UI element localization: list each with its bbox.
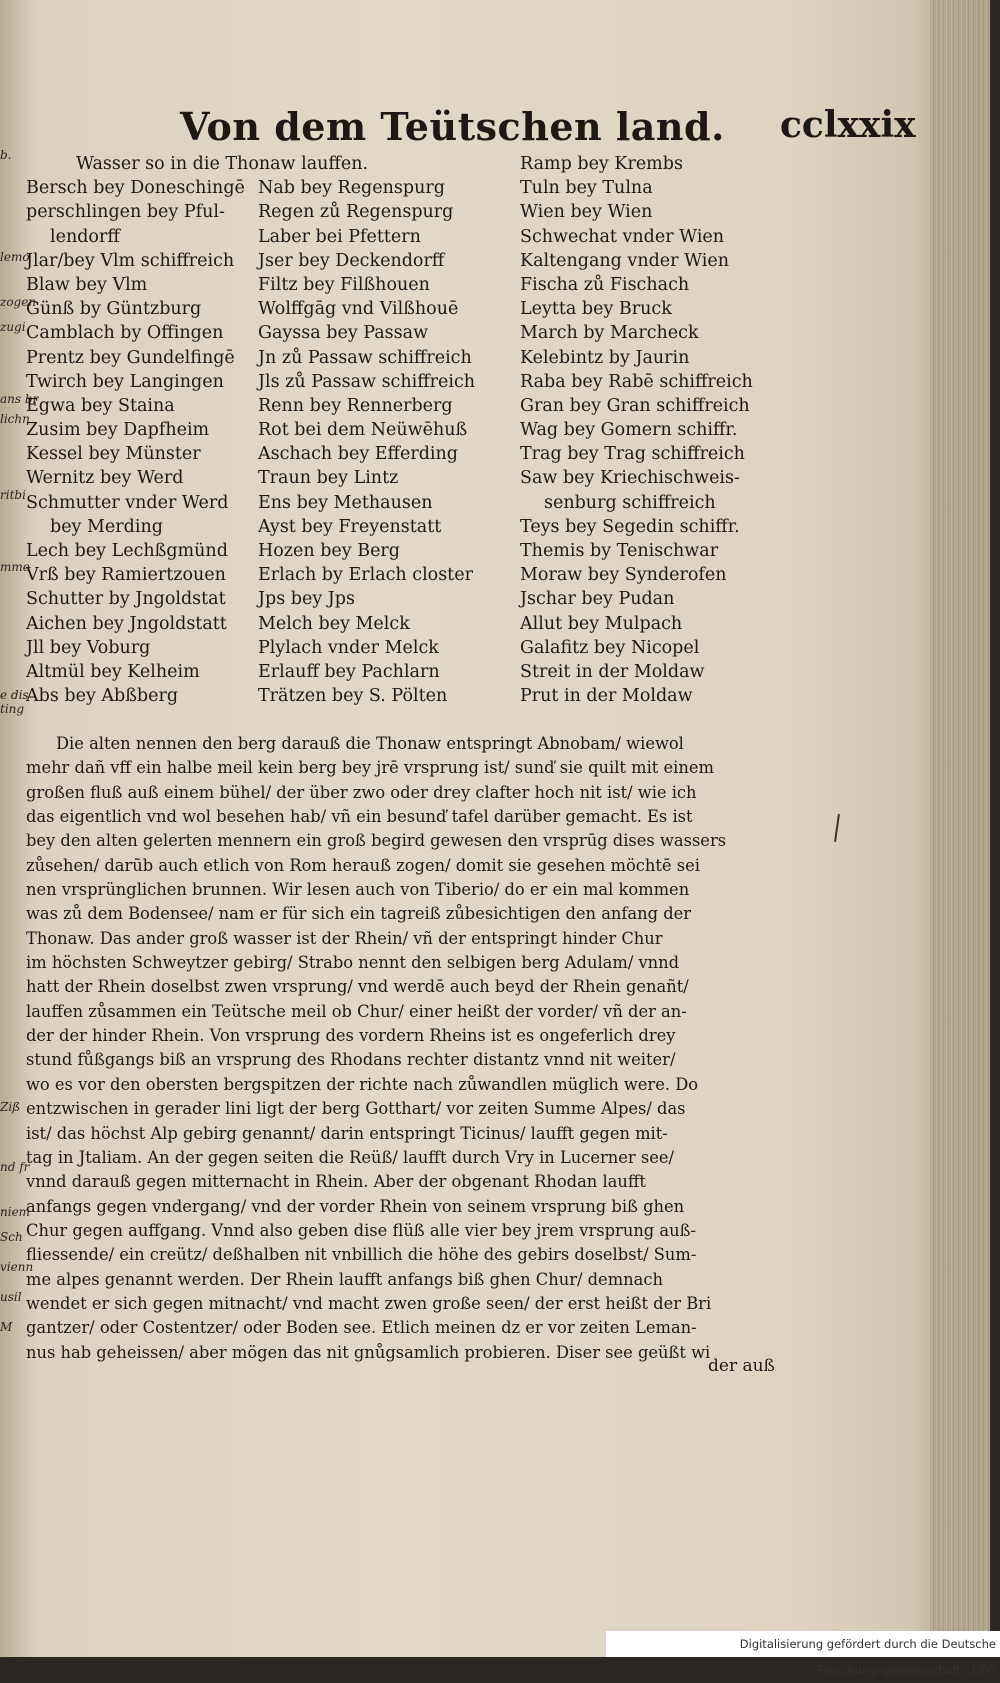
dfg-footer: Digitalisierung gefördert durch die Deutsche Forschungsgemeinschaft · DFG — [606, 1631, 1000, 1657]
text-line: wo es vor den obersten bergspitzen der richte nach zůwandlen müglich were. Do — [26, 1074, 699, 1094]
river-list-right — [520, 152, 790, 708]
river-entry: Jlar/bey Vlm schiffreich — [26, 250, 235, 271]
text-line: nus hab geheissen/ aber mögen das nit gnůgsamlich probieren. Diser see geüßt wi — [26, 1342, 711, 1362]
river-entry: Leytta bey Bruck — [520, 299, 672, 320]
text-line: zůsehen/ darūb auch etlich von Rom herauß zogen/ domit sie gesehen möchtē sei — [26, 855, 700, 875]
river-entry: Camblach by Offingen — [26, 323, 224, 344]
river-entry: Jschar bey Pudan — [520, 589, 675, 610]
text-line: fliessende/ ein creütz/ deßhalben nit vnbillich die höhe des gebirs doselbst/ Sum- — [26, 1245, 697, 1265]
river-entry: Schwechat vnder Wien — [520, 226, 725, 247]
margin-note: zogen — [0, 295, 37, 309]
text-line: lauffen zůsammen ein Teütsche meil ob Chur/ einer heißt der vorder/ vñ der an- — [26, 1001, 687, 1021]
margin-note: Sch — [0, 1230, 23, 1244]
margin-note: lemo — [0, 250, 30, 264]
river-entry: Saw bey Kriechischweis- — [520, 468, 740, 489]
folio-number: cclxxix — [780, 104, 916, 146]
river-entry: Lech bey Lechßgmünd — [26, 541, 228, 561]
river-entry: Bersch bey Doneschingē — [26, 178, 245, 199]
river-entry: Renn bey Rennerberg — [258, 395, 453, 416]
text-line: was zů dem Bodensee/ nam er für sich ein tagreiß zůbesichtigen den anfang der — [26, 904, 692, 924]
river-entry: Prentz bey Gundelfingē — [26, 347, 235, 368]
text-line: me alpes genannt werden. Der Rhein laufft anfangs biß ghen Chur/ demnach — [26, 1269, 663, 1289]
text-line: der der hinder Rhein. Von vrsprung des vordern Rheins ist es ongeferlich drey — [26, 1026, 676, 1046]
river-entry: Melch bey Melck — [258, 613, 410, 634]
text-line: anfangs gegen vndergang/ vnd der vorder Rhein von seinem vrsprung biß ghen — [26, 1196, 685, 1216]
river-entry: Rot bei dem Neüwēhuß — [258, 420, 468, 441]
margin-note: nd fr — [0, 1160, 30, 1174]
text-line: nen vrsprünglichen brunnen. Wir lesen auch von Tiberio/ do er ein mal kommen — [26, 880, 690, 900]
river-entry: Kessel bey Münster — [26, 444, 201, 465]
river-entry: bey Merding — [50, 516, 163, 537]
river-entry: Schmutter vnder Werd — [26, 492, 229, 513]
running-header: Von dem Teütschen land. — [180, 104, 725, 149]
margin-note: b. — [0, 148, 12, 162]
margin-note: usil — [0, 1290, 22, 1304]
river-entry: Nab bey Regenspurg — [258, 178, 445, 199]
river-entry: Tuln bey Tulna — [520, 178, 653, 199]
river-entry: Jls zů Passaw schiffreich — [258, 371, 476, 392]
text-line: gantzer/ oder Costentzer/ oder Boden see. Etlich meinen dz er vor zeiten Leman- — [26, 1318, 697, 1338]
margin-note: mme — [0, 560, 30, 574]
river-entry: Teys bey Segedin schiffr. — [520, 516, 740, 537]
river-entry: Kaltengang vnder Wien — [520, 250, 729, 271]
river-entry: Traun bey Lintz — [258, 468, 399, 489]
river-entry: Ayst bey Freyenstatt — [258, 516, 442, 537]
river-entry: senburg schiffreich — [544, 492, 716, 513]
river-entry: Jll bey Voburg — [26, 637, 151, 658]
river-entry: Blaw bey Vlm — [26, 274, 148, 295]
river-entry: Altmül bey Kelheim — [26, 661, 200, 682]
river-entry: Abs bey Abßberg — [26, 686, 179, 707]
river-entry: Jser bey Deckendorff — [258, 250, 445, 271]
river-entry: Trätzen bey S. Pölten — [258, 686, 448, 707]
river-entry: Wolffgāg vnd Vilßhouē — [258, 299, 459, 320]
river-entry: Plylach vnder Melck — [258, 637, 439, 658]
river-entry: Wag bey Gomern schiffr. — [520, 420, 738, 441]
river-entry: Laber bei Pfettern — [258, 226, 421, 247]
catchword: der auß — [708, 1356, 775, 1376]
body-text — [26, 732, 782, 1365]
river-entry: Streit in der Moldaw — [520, 661, 705, 682]
margin-note: e dis — [0, 688, 29, 702]
text-line: ist/ das höchst Alp gebirg genannt/ darin entspringt Ticinus/ laufft gegen mit- — [26, 1123, 668, 1143]
river-entry: Moraw bey Synderofen — [520, 565, 727, 586]
river-entry: Allut bey Mulpach — [520, 613, 683, 634]
page-edges — [930, 0, 990, 1657]
river-list-middle — [258, 176, 508, 708]
river-entry: Aichen bey Jngoldstatt — [26, 613, 227, 634]
river-entry: Ens bey Methausen — [258, 492, 433, 513]
margin-note: Ziß — [0, 1100, 21, 1114]
text-line: Thonaw. Das ander groß wasser ist der Rhein/ vñ der entspringt hinder Chur — [26, 928, 663, 948]
river-entry: Wasser so in die Thonaw lauffen. — [76, 154, 369, 174]
river-entry: Filtz bey Filßhouen — [258, 274, 430, 295]
pencil-mark — [834, 814, 840, 842]
river-entry: Fischa zů Fischach — [520, 274, 690, 295]
margin-note: ting — [0, 702, 25, 716]
river-entry: Wernitz bey Werd — [26, 468, 184, 489]
river-entry: Jn zů Passaw schiffreich — [258, 347, 472, 368]
river-entry: Egwa bey Staina — [26, 395, 175, 416]
text-line: entzwischen in gerader lini ligt der berg Gotthart/ vor zeiten Summe Alpes/ das — [26, 1099, 686, 1119]
margin-note: ans br — [0, 392, 39, 406]
margin-note: M — [0, 1320, 13, 1334]
text-line: Chur gegen auffgang. Vnnd also geben dise flüß alle vier bey jrem vrsprung auß- — [26, 1220, 696, 1240]
margin-note: zugi — [0, 320, 26, 334]
text-line: mehr dañ vff ein halbe meil kein berg bey jrē vrsprung ist/ sunď sie quilt mit einem — [26, 758, 714, 778]
river-entry: Themis by Tenischwar — [520, 541, 719, 561]
text-line: tag in Jtaliam. An der gegen seiten die Reüß/ laufft durch Vry in Lucerner see/ — [26, 1147, 674, 1167]
text-line: großen fluß auß einem bühel/ der über zwo oder drey clafter hoch nit ist/ wie ich — [26, 782, 697, 802]
river-entry: Hozen bey Berg — [258, 541, 400, 561]
text-line: das eigentlich vnd wol besehen hab/ vñ ein besunď tafel darüber gemacht. Es ist — [26, 807, 693, 827]
river-entry: Erlach by Erlach closter — [258, 565, 473, 586]
river-entry: Prut in der Moldaw — [520, 686, 693, 707]
river-entry: Trag bey Trag schiffreich — [520, 444, 745, 465]
river-entry: Gayssa bey Passaw — [258, 323, 429, 344]
river-entry: Vrß bey Ramiertzouen — [26, 565, 226, 586]
river-entry: Günß by Güntzburg — [26, 299, 202, 320]
river-entry: Jps bey Jps — [258, 589, 355, 610]
river-entry: lendorff — [50, 226, 120, 247]
river-entry: Kelebintz by Jaurin — [520, 347, 690, 368]
margin-note: ritbi — [0, 488, 26, 502]
river-entry: Schutter by Jngoldstat — [26, 589, 226, 610]
margin-note: lichn — [0, 412, 30, 426]
margin-note: vienn — [0, 1260, 34, 1274]
margin-note: niem — [0, 1205, 31, 1219]
river-entry: Ramp bey Krembs — [520, 154, 683, 174]
text-line: stund fůßgangs biß an vrsprung des Rhodans rechter distantz vnnd nit weiter/ — [26, 1050, 676, 1070]
river-entry: Zusim bey Dapfheim — [26, 420, 210, 441]
river-entry: Gran bey Gran schiffreich — [520, 395, 750, 416]
text-line: im höchsten Schweytzer gebirg/ Strabo nennt den selbigen berg Adulam/ vnnd — [26, 953, 680, 973]
river-entry: Galafitz bey Nicopel — [520, 637, 700, 658]
text-line: hatt der Rhein doselbst zwen vrsprung/ vnd werdē auch beyd der Rhein genañt/ — [26, 977, 689, 997]
river-entry: Wien bey Wien — [520, 202, 653, 223]
river-entry: March by Marcheck — [520, 323, 699, 344]
river-entry: Twirch bey Langingen — [26, 371, 224, 392]
river-entry: Aschach bey Efferding — [258, 444, 458, 465]
text-line: Die alten nennen den berg darauß die Thonaw entspringt Abnobam/ wiewol — [56, 734, 684, 753]
river-entry: Raba bey Rabē schiffreich — [520, 371, 753, 392]
text-line: wendet er sich gegen mitnacht/ vnd macht zwen große seen/ der erst heißt der Bri — [26, 1293, 712, 1313]
text-line: vnnd darauß gegen mitternacht in Rhein. Aber der obgenant Rhodan laufft — [26, 1172, 646, 1192]
river-entry: perschlingen bey Pful- — [26, 202, 225, 223]
text-line: bey den alten gelerten mennern ein groß begird gewesen den vrsprūg dises wassers — [26, 831, 727, 851]
river-entry: Erlauff bey Pachlarn — [258, 661, 440, 682]
river-entry: Regen zů Regenspurg — [258, 202, 454, 223]
